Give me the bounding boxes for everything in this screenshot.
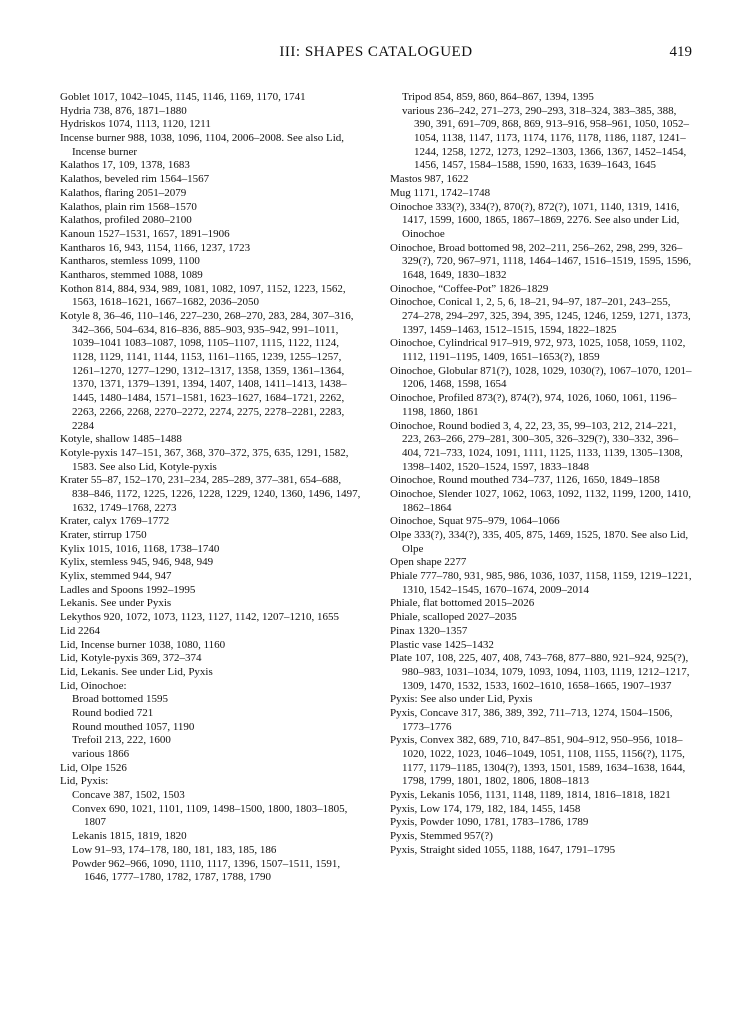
index-term: Lid, Incense burner [60,638,146,651]
index-term: Incense burner [60,132,126,145]
index-refs: 1056, 1131, 1148, 1189, 1814, 1816–1818, 1821 [457,789,671,802]
index-entry [60,228,364,242]
index-entry [60,858,364,885]
index-term: Oinochoe, Round bodied [390,419,501,432]
index-term: Kalathos, plain rim [60,200,145,213]
index-entry [60,775,364,789]
index-refs: 1769–1772 [119,515,170,528]
index-entry [60,652,364,666]
index-refs: 1027, 1062, 1063, 1092, 1132, 1199, 1200, 1410, 1862–1864 [402,487,692,514]
index-refs: 944, 947 [133,570,172,583]
index-entry [60,255,364,269]
index-entry [60,762,364,776]
index-term: Kalathos [60,159,100,172]
index-refs: 213, 222, 1600 [104,734,171,747]
page-number: 419 [669,44,692,60]
index-refs: 147–151, 367, 368, 370–372, 375, 635, 1291, 1582, 1583. See also Lid, Kotyle-pyxis [72,446,349,473]
index-refs: 1015, 1016, 1168, 1738–1740 [87,542,220,555]
index-entry [390,173,694,187]
index-refs: 917–919, 972, 973, 1025, 1058, 1059, 1102, 1112, 1191–1195, 1409, 1651–1653(?), 1859 [402,337,686,364]
index-term: various [402,104,435,117]
index-refs: 2051–2079 [136,186,187,199]
index-refs: 777–780, 931, 985, 986, 1036, 1037, 1158, 1159, 1219–1221, 1310, 1542–1545, 1670–1674, 2009–2014 [402,570,692,596]
index-term: Lekanis [72,830,107,843]
index-entry [60,734,364,748]
index-term: Kalathos, flaring [60,186,134,199]
index-term: Pyxis, Straight sided [390,843,481,856]
index-entry [60,269,364,283]
index-entry [60,721,364,735]
index-entry [60,515,364,529]
index-term: Round mouthed [72,720,143,733]
index-entry [390,420,694,475]
index-refs: 382, 689, 710, 847–851, 904–912, 950–956, 1018–1020, 1022, 1023, 1046–1049, 1051, 1108, 1155, 1156(?), 1175, 1177, 1179–1185, 1304(?), 1393, 1501, 1589, 1634–1638, 1644, 1798, 1799, 1801, 1802, 1806, 1808–1813 [402,734,686,788]
index-entry [390,392,694,419]
index-entry [390,337,694,364]
index-entry [390,816,694,830]
index-refs: 738, 876, 1871–1880 [93,104,187,117]
index-refs: 333(?), 334(?), 870(?), 872(?), 1071, 1140, 1319, 1416, 1417, 1599, 1600, 1865, 1867–1869, 2276. See also under Lid, Oinochoe [402,200,680,240]
index-entry [60,584,364,598]
index-entry [390,611,694,625]
index-refs: 721 [136,706,154,719]
index-refs: 17, 109, 1378, 1683 [101,159,190,172]
index-term: Olpe [390,529,412,541]
index-term: Phiale, scalloped [390,611,465,624]
index-term: Lid, Kotyle-pyxis [60,652,139,665]
index-term: Mug [390,186,411,199]
index-term: Oinochoe [390,200,433,213]
index-refs: 8, 36–46, 110–146, 227–230, 268–270, 283, 284, 307–316, 342–366, 504–634, 816–836, 885–903, 935–942, 991–1011, 1039–1041 1083–1087, 1098, 1105–1107, 1115, 1122, 1124, 1128, 1129, 1141, 1144, 1153, 1161–1165, 1239, 1255–1257, 1261–1270, 1277–1290, 1312–1317, 1358, 1359, 1361–1364, 1370, 1371, 1379–1391, 1394, 1407, 1408, 1411–1413, 1438–1445, 1480–1484, 1571–1581, 1623–1627, 1684–1721, 2262, 2263, 2266, 2268, 2270–2272, 2274, 2275, 2278–2281, 2283, 2284 [72,310,354,432]
index-term: Lid, Olpe [60,761,103,774]
index-entry [60,447,364,474]
index-refs: See under Pyxis [100,597,172,610]
index-refs: 1320–1357 [417,624,468,637]
index-entry [60,474,364,515]
index-refs: 1750 [124,529,147,541]
index-term: Kotyle [60,310,90,322]
index-refs: 317, 386, 389, 392, 711–713, 1274, 1504–1506, 1773–1776 [402,706,673,733]
index-term: Kantharos, stemmed [60,268,151,281]
index-entry [60,611,364,625]
index-term: Kantharos, stemless [60,255,148,268]
index-term: Oinochoe, Globular [390,364,478,377]
index-refs: 945, 946, 948, 949 [130,556,214,569]
index-term: Round bodied [72,706,135,719]
index-entry [390,707,694,734]
index-refs: 871(?), 1028, 1029, 1030(?), 1067–1070, 1201–1206, 1468, 1598, 1654 [402,364,692,391]
index-refs: 1826–1829 [498,282,549,295]
index-entry [390,556,694,570]
index-refs: 920, 1072, 1073, 1123, 1127, 1142, 1207–1210, 1655 [103,611,339,624]
running-header [60,44,692,64]
index-refs: 2277 [444,556,467,569]
index-column-left [60,91,364,885]
index-term: Lekanis. [60,597,98,610]
index-term: Krater, stirrup [60,529,122,541]
index-refs: 1017, 1042–1045, 1145, 1146, 1169, 1170, 1741 [92,91,306,103]
index-entry [60,132,364,159]
index-entry [390,91,694,105]
index-term: Oinochoe, Cylindrical [390,337,488,350]
index-term: Trefoil [72,734,103,747]
index-entry [60,844,364,858]
index-refs: 369, 372–374 [140,652,202,665]
index-refs: 2264 [78,624,101,637]
index-refs: 975–979, 1064–1066 [466,515,560,528]
index-entry [60,529,364,543]
index-entry [390,803,694,817]
index-entry [60,201,364,215]
index-refs: 1425–1432 [444,638,494,651]
index-refs: 333(?), 334(?), 335, 405, 875, 1469, 1525, 1870. See also Lid, Olpe [402,529,689,555]
index-term: Kalathos, profiled [60,214,140,227]
index-entry [60,310,364,433]
index-term: Lekythos [60,611,101,624]
index-refs: 1, 2, 5, 6, 18–21, 94–97, 187–201, 243–255, 274–278, 294–297, 325, 394, 395, 1245, 1246, 1259, 1271, 1373, 1397, 1459–1463, 1512–1515, 1594, 1822–1825 [402,296,691,336]
index-term: Kotyle-pyxis [60,446,118,459]
index-column-right [390,91,694,858]
index-term: Pyxis, Convex [390,734,455,747]
index-entry [390,488,694,515]
index-refs: 814, 884, 934, 989, 1081, 1082, 1097, 1152, 1223, 1562, 1563, 1618–1621, 1667–1682, 2036–2050 [72,282,346,309]
index-term: Krater, calyx [60,515,117,528]
index-term: Pinax [390,624,416,637]
index-term: Goblet [60,91,90,103]
index-entry [390,187,694,201]
index-entry [390,242,694,283]
index-entry [60,543,364,557]
index-entry [60,789,364,803]
index-term: Kothon [60,282,93,295]
index-refs: 1866 [107,748,130,760]
index-refs: 1564–1567 [159,173,210,186]
index-entry [390,365,694,392]
index-refs: 873(?), 874(?), 974, 1026, 1060, 1061, 1196–1198, 1860, 1861 [402,392,677,418]
index-entry [60,91,364,105]
index-refs: 174, 179, 182, 184, 1455, 1458 [442,802,581,815]
index-term: Oinochoe, Conical [390,296,473,309]
index-term: Lid, Pyxis: [60,775,109,788]
index-term: Krater [60,474,89,487]
index-entry [60,693,364,707]
index-refs: 1057, 1190 [145,720,195,733]
index-refs: 690, 1021, 1101, 1109, 1498–1500, 1800, 1803–1805, 1807 [84,802,348,829]
index-term: Pyxis, Stemmed [390,830,462,843]
index-refs: See under Lid, Pyxis [121,665,213,678]
index-term: Oinochoe, Squat [390,515,464,528]
index-term: Oinochoe, “Coffee-Pot” [390,282,497,295]
index-entry [60,242,364,256]
index-entry [60,680,364,694]
index-term: various [72,748,105,760]
index-refs: 1090, 1781, 1783–1786, 1789 [456,816,589,829]
index-term: Kanoun [60,227,95,240]
index-term: Mastos [390,173,422,186]
index-entry [390,474,694,488]
index-term: Kotyle, shallow [60,433,130,446]
index-entry [60,639,364,653]
index-entry [60,570,364,584]
index-refs: 1038, 1080, 1160 [148,638,226,651]
index-refs: 962–966, 1090, 1110, 1117, 1396, 1507–1511, 1591, 1646, 1777–1780, 1782, 1787, 1788, 1790 [84,857,341,884]
index-refs: 734–737, 1126, 1650, 1849–1858 [511,474,660,487]
index-entry [390,105,694,173]
index-entry [390,789,694,803]
index-term: Convex [72,802,107,815]
index-refs: 2080–2100 [142,214,192,227]
index-entry [60,830,364,844]
index-refs: 1815, 1819, 1820 [109,830,187,843]
index-term: Pyxis, Powder [390,816,454,829]
index-refs: 988, 1038, 1096, 1104, 2006–2008. See also Lid, Incense burner [72,132,345,158]
index-refs: 107, 108, 225, 407, 408, 743–768, 877–880, 921–924, 925(?), 980–983, 1031–1034, 1079, 1093, 1094, 1103, 1119, 1212–1217, 1309, 1470, 1532, 1533, 1602–1610, 1658–1665, 1907–1937 [402,652,690,692]
index-term: Oinochoe, Broad bottomed [390,241,510,254]
index-refs: 98, 202–211, 256–262, 298, 299, 326–329(?), 720, 967–971, 1118, 1464–1467, 1516–1519, 1595, 1596, 1648, 1649, 1830–1832 [402,241,692,281]
running-head-title: III: SHAPES CATALOGUED [279,44,473,60]
index-entry [60,625,364,639]
index-refs: 1171, 1742–1748 [413,186,491,199]
index-term: Lid, Lekanis. [60,665,119,678]
index-entry [390,652,694,693]
index-refs: 16, 943, 1154, 1166, 1237, 1723 [107,241,251,254]
index-refs: 2027–2035 [467,611,517,624]
index-term: Kantharos [60,241,106,254]
index-term: Ladles and Spoons [60,583,144,596]
index-term: Open shape [390,556,442,569]
index-refs: 1527–1531, 1657, 1891–1906 [97,227,230,240]
index-entry [390,830,694,844]
index-refs: 1074, 1113, 1120, 1211 [107,118,211,131]
index-term: Kylix, stemless [60,556,128,569]
index-term: Kylix, stemmed [60,570,131,583]
index-refs: 957(?) [464,830,493,843]
index-entry [60,283,364,310]
index-term: Lid [60,624,76,637]
index-term: Low [72,843,93,856]
index-refs: 2015–2026 [484,597,535,610]
index-term: Pyxis, Low [390,802,441,815]
index-term: Lid, Oinochoe: [60,679,127,692]
index-entry [60,803,364,830]
index-term: Oinochoe, Slender [390,487,472,500]
index-entry [60,214,364,228]
index-refs: 1088, 1089 [153,268,203,281]
index-term: Tripod [402,91,432,103]
index-entry [60,748,364,762]
index-entry [390,570,694,597]
index-refs: 1992–1995 [145,583,196,596]
index-refs: 1526 [104,761,127,774]
index-term: Phiale [390,570,418,583]
index-refs: 1099, 1100 [150,255,200,268]
index-entry [60,105,364,119]
index-term: Plastic vase [390,638,442,651]
index-entry [60,707,364,721]
index-entry [60,187,364,201]
index-refs: 1485–1488 [132,433,182,446]
index-entry [60,433,364,447]
index-entry [60,666,364,680]
index-entry [60,597,364,611]
index-term: Oinochoe, Profiled [390,392,474,405]
index-entry [390,597,694,611]
index-term: Broad bottomed [72,693,144,706]
index-refs: 387, 1502, 1503 [113,789,185,802]
index-term: Kalathos, beveled rim [60,173,157,186]
index-refs: 1568–1570 [147,200,197,213]
index-term: Hydriskos [60,118,106,131]
index-refs: 854, 859, 860, 864–867, 1394, 1395 [434,91,594,103]
index-term: Hydria [60,104,91,117]
index-entry [390,296,694,337]
index-term: Pyxis: [390,693,418,706]
index-entry [390,283,694,297]
index-entry [390,639,694,653]
index-refs: 1055, 1188, 1647, 1791–1795 [483,843,616,856]
index-entry [60,556,364,570]
index-term: Plate [390,652,412,665]
index-refs: 236–242, 271–273, 290–293, 318–324, 383–385, 388, 390, 391, 691–709, 868, 869, 913–916, 958–961, 1050, 1052–1054, 1138, 1147, 1173, 1174, 1176, 1178, 1186, 1187, 1241–1244, 1258, 1272, 1273, 1292–1303, 1366, 1367, 1452–1454, 1456, 1457, 1584–1588, 1590, 1633, 1639–1643, 1645 [414,104,689,172]
index-refs: 1595 [145,693,168,706]
index-entry [60,173,364,187]
index-entry [390,693,694,707]
index-entry [390,201,694,242]
index-entry [60,159,364,173]
index-entry [390,529,694,556]
index-term: Concave [72,789,111,802]
index-term: Oinochoe, Round mouthed [390,474,509,487]
index-entry [60,118,364,132]
index-entry [390,734,694,789]
index-refs: See also under Lid, Pyxis [420,693,533,706]
index-refs: 3, 4, 22, 23, 35, 99–103, 212, 214–221, 223, 263–266, 279–281, 300–305, 326–329(?), 330–332, 396–404, 721–733, 1024, 1091, 1111, 1125, 1133, 1139, 1305–1308, 1398–1402, 1520–1524, 1597, 1833–1848 [402,419,683,473]
index-term: Pyxis, Lekanis [390,789,455,802]
index-term: Pyxis, Concave [390,706,459,719]
index-term: Phiale, flat bottomed [390,597,482,610]
index-refs: 91–93, 174–178, 180, 181, 183, 185, 186 [94,843,277,856]
index-entry [390,515,694,529]
index-refs: 55–87, 152–170, 231–234, 285–289, 377–381, 654–688, 838–846, 1172, 1225, 1226, 1228, 1229, 1240, 1360, 1496, 1497, 1632, 1749–1768, 2273 [72,474,361,514]
index-term: Kylix [60,542,86,555]
index-term: Powder [72,857,106,870]
index-entry [390,844,694,858]
index-refs: 987, 1622 [424,173,469,186]
index-entry [390,625,694,639]
